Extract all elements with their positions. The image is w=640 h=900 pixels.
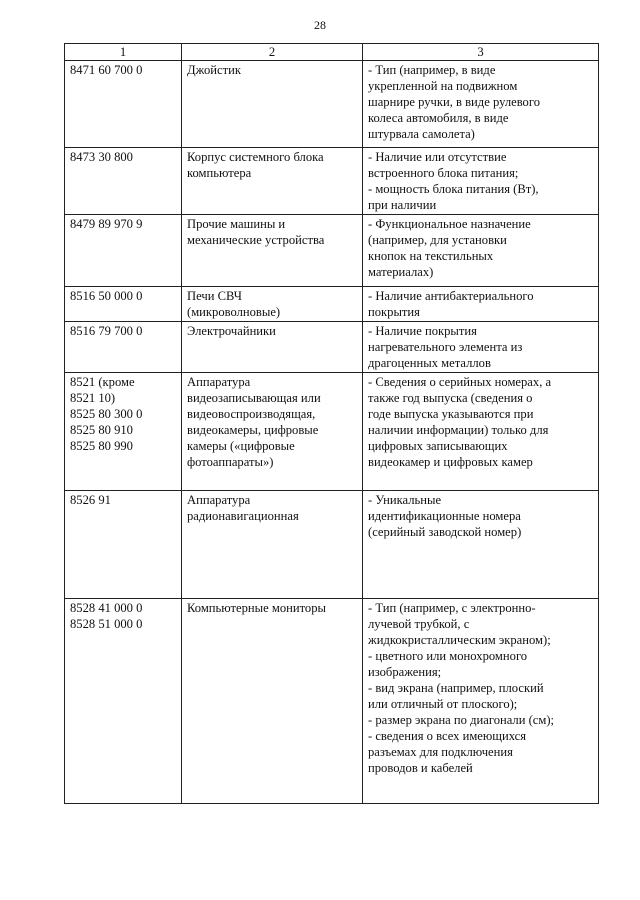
description-cell-line: - Тип (например, в виде [368,63,496,77]
description-cell-line: нагревательного элемента из [368,340,523,354]
description-cell-line: кнопок на текстильных [368,249,494,263]
description-cell-line: видеокамер и цифровых камер [368,455,533,469]
name-cell-line: Джойстик [187,63,241,77]
code-cell [65,491,182,599]
description-cell-line: наличии информации) только для [368,423,549,437]
header-col-3: 3 [363,44,599,61]
code-cell-line: 8525 80 910 [70,423,133,437]
name-cell-line: фотоаппараты») [187,455,274,469]
name-cell [182,373,363,491]
code-cell-line: 8521 10) [70,391,116,405]
description-cell-line: - Сведения о серийных номерах, а [368,375,552,389]
code-cell-line: 8473 30 800 [70,150,133,164]
code-cell-line: 8516 50 000 0 [70,289,143,303]
code-cell [65,215,182,287]
table-row [65,148,599,215]
description-cell-line: - сведения о всех имеющихся [368,729,527,743]
table-row [65,322,599,373]
table-row [65,61,599,148]
name-cell [182,215,363,287]
name-cell [182,148,363,215]
classification-table [64,43,599,804]
description-cell-line: укрепленной на подвижном [368,79,518,93]
description-cell-line: разъемах для подключения [368,745,513,759]
description-cell-line: материалах) [368,265,434,279]
name-cell-line: видеокамеры, цифровые [187,423,319,437]
description-cell-line: также год выпуска (сведения о [368,391,533,405]
code-cell [65,287,182,322]
description-cell-line: встроенного блока питания; [368,166,519,180]
description-cell-line: или отличный от плоского); [368,697,518,711]
code-cell-line: 8528 51 000 0 [70,617,143,631]
table-row [65,491,599,599]
description-cell [363,491,599,599]
code-cell [65,148,182,215]
description-cell-line: - Уникальные [368,493,442,507]
description-cell [363,148,599,215]
page-number: 28 [314,18,326,32]
code-cell-line: 8526 91 [70,493,111,507]
description-cell-line: изображения; [368,665,442,679]
name-cell-line: Печи СВЧ [187,289,242,303]
description-cell-line: шарнире ручки, в виде рулевого [368,95,540,109]
description-cell-line: (серийный заводской номер) [368,525,522,539]
code-cell-line: 8479 89 970 9 [70,217,143,231]
description-cell [363,599,599,804]
description-cell-line: - Тип (например, с электронно- [368,601,536,615]
name-cell-line: Корпус системного блока [187,150,324,164]
table-header-row [65,44,599,61]
description-cell-line: - Наличие или отсутствие [368,150,507,164]
name-cell-line: видеовоспроизводящая, [187,407,316,421]
description-cell-line: при наличии [368,198,437,212]
description-cell [363,373,599,491]
code-cell [65,61,182,148]
description-cell-line: колеса автомобиля, в виде [368,111,509,125]
name-cell-line: радионавигационная [187,509,299,523]
code-cell [65,599,182,804]
code-cell-line: 8471 60 700 0 [70,63,143,77]
name-cell-line: Компьютерные мониторы [187,601,326,615]
code-cell-line: 8525 80 990 [70,439,133,453]
name-cell-line: камеры («цифровые [187,439,295,453]
description-cell-line: цифровых записывающих [368,439,508,453]
code-cell [65,373,182,491]
header-col-2: 2 [182,44,363,61]
description-cell [363,215,599,287]
description-cell-line: - размер экрана по диагонали (см); [368,713,555,727]
table-row [65,373,599,491]
description-cell-line: - цветного или монохромного [368,649,528,663]
description-cell-line: штурвала самолета) [368,127,475,141]
description-cell-line: (например, для установки [368,233,507,247]
name-cell-line: видеозаписывающая или [187,391,321,405]
table-row [65,599,599,804]
name-cell-line: Прочие машины и [187,217,286,231]
description-cell [363,61,599,148]
name-cell-line: Аппаратура [187,493,251,507]
description-cell-line: - Функциональное назначение [368,217,531,231]
description-cell [363,287,599,322]
code-cell-line: 8525 80 300 0 [70,407,143,421]
description-cell-line: драгоценных металлов [368,356,491,370]
name-cell [182,322,363,373]
description-cell-line: - Наличие антибактериального [368,289,534,303]
description-cell-line: лучевой трубкой, с [368,617,470,631]
code-cell-line: 8521 (кроме [70,375,135,389]
code-cell [65,322,182,373]
name-cell [182,287,363,322]
description-cell-line: - вид экрана (например, плоский [368,681,544,695]
name-cell [182,491,363,599]
table-row [65,287,599,322]
name-cell-line: (микроволновые) [187,305,281,319]
table-row [65,215,599,287]
description-cell-line: - Наличие покрытия [368,324,477,338]
header-col-1: 1 [65,44,182,61]
description-cell-line: годе выпуска указываются при [368,407,534,421]
name-cell-line: компьютера [187,166,252,180]
description-cell-line: идентификационные номера [368,509,521,523]
name-cell [182,61,363,148]
description-cell-line: жидкокристаллическим экраном); [368,633,551,647]
code-cell-line: 8516 79 700 0 [70,324,143,338]
description-cell-line: покрытия [368,305,420,319]
description-cell-line: проводов и кабелей [368,761,473,775]
name-cell-line: механические устройства [187,233,325,247]
code-cell-line: 8528 41 000 0 [70,601,143,615]
name-cell [182,599,363,804]
table-body [65,61,599,804]
description-cell-line: - мощность блока питания (Вт), [368,182,539,196]
description-cell [363,322,599,373]
name-cell-line: Электрочайники [187,324,276,338]
name-cell-line: Аппаратура [187,375,251,389]
